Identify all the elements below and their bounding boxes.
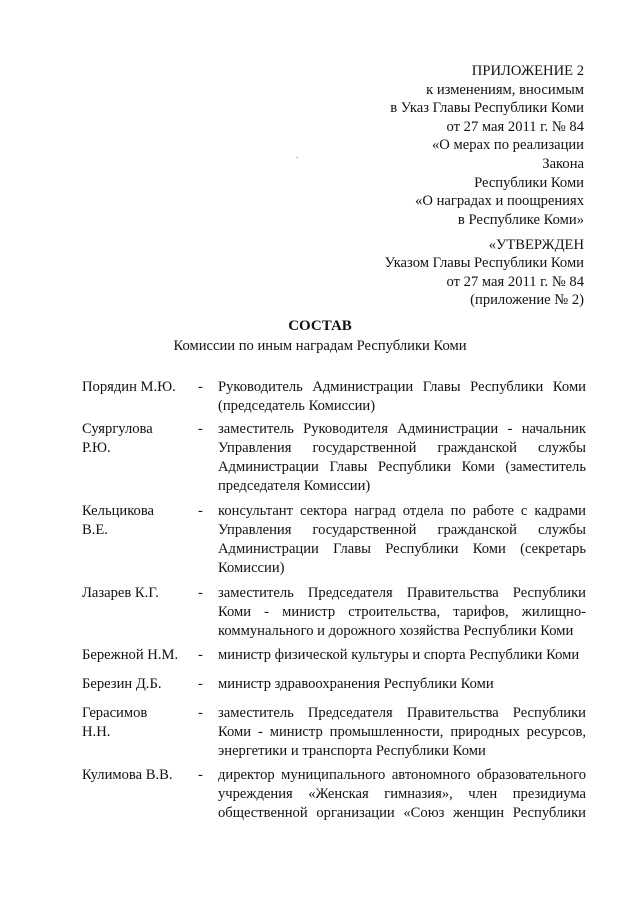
member-dash: - bbox=[198, 503, 203, 519]
approval-line: Указом Главы Республики Коми bbox=[384, 255, 584, 272]
member-dash: - bbox=[198, 379, 203, 395]
annex-line: Республики Коми bbox=[474, 174, 584, 191]
member-row bbox=[82, 766, 586, 823]
member-dash: - bbox=[198, 676, 203, 692]
member-name: Суяргулова Р.Ю. bbox=[82, 421, 153, 456]
annex-line: в Республике Коми» bbox=[457, 211, 584, 228]
member-row bbox=[82, 675, 586, 694]
member-name: Березин Д.Б. bbox=[82, 676, 162, 692]
approval-line: (приложение № 2) bbox=[470, 292, 584, 309]
member-dash: - bbox=[198, 767, 203, 783]
member-role: директор муниципального автономного образовательного учреждения «Женская гимназия», член президиума общественной организации «Союз женщин Республики bbox=[218, 767, 586, 821]
member-name: Порядин М.Ю. bbox=[82, 379, 176, 395]
member-dash: - bbox=[198, 647, 203, 663]
member-role: министр здравоохранения Республики Коми bbox=[218, 676, 494, 692]
approval-line: «УТВЕРЖДЕН bbox=[488, 237, 584, 253]
member-role: заместитель Председателя Правительства Республики Коми - министр строительства, тарифов, жилищно-коммунального и дорожного хозяйства Республики Коми bbox=[218, 585, 586, 639]
member-name: Герасимов Н.Н. bbox=[82, 705, 148, 740]
scan-speck bbox=[296, 157, 298, 158]
member-name: Кулимова В.В. bbox=[82, 767, 173, 783]
document-subtitle: Комиссии по иным наградам Республики Коми bbox=[173, 338, 467, 354]
member-dash: - bbox=[198, 585, 203, 601]
approval-line: от 27 мая 2011 г. № 84 bbox=[446, 273, 584, 290]
member-name: Кельцикова В.Е. bbox=[82, 503, 155, 538]
member-row bbox=[82, 420, 586, 496]
annex-line: от 27 мая 2011 г. № 84 bbox=[446, 118, 584, 135]
member-row bbox=[82, 646, 586, 665]
member-dash: - bbox=[198, 705, 203, 721]
member-name: Бережной Н.М. bbox=[82, 647, 179, 663]
annex-line: «О наградах и поощрениях bbox=[415, 193, 584, 210]
member-role: заместитель Председателя Правительства Республики Коми - министр промышленности, природных ресурсов, энергетики и транспорта Республики Коми bbox=[218, 705, 586, 759]
annex-header bbox=[390, 62, 584, 229]
member-role: консультант сектора наград отдела по работе с кадрами Управления государственной гражданской службы Администрации Главы Республики Коми (секретарь Комиссии) bbox=[218, 503, 586, 576]
member-dash: - bbox=[198, 421, 203, 437]
member-name: Лазарев К.Г. bbox=[82, 585, 159, 601]
member-role: Руководитель Администрации Главы Республики Коми (председатель Комиссии) bbox=[218, 379, 586, 414]
member-role: министр физической культуры и спорта Республики Коми bbox=[218, 647, 580, 663]
member-role: заместитель Руководителя Администрации - начальник Управления государственной гражданской службы Администрации Главы Республики Коми (заместитель председателя Комиссии) bbox=[218, 421, 586, 494]
annex-line: «О мерах по реализации bbox=[432, 137, 584, 154]
member-row bbox=[82, 584, 586, 641]
member-row bbox=[82, 704, 586, 761]
approval-stamp bbox=[385, 236, 584, 310]
annex-line: к изменениям, вносимым bbox=[426, 81, 584, 98]
annex-line: в Указ Главы Республики Коми bbox=[390, 100, 584, 117]
document-title: СОСТАВ bbox=[288, 318, 352, 334]
member-row bbox=[82, 502, 586, 578]
annex-line: ПРИЛОЖЕНИЕ 2 bbox=[471, 63, 584, 79]
member-row bbox=[82, 378, 586, 416]
annex-line: Закона bbox=[542, 155, 584, 172]
